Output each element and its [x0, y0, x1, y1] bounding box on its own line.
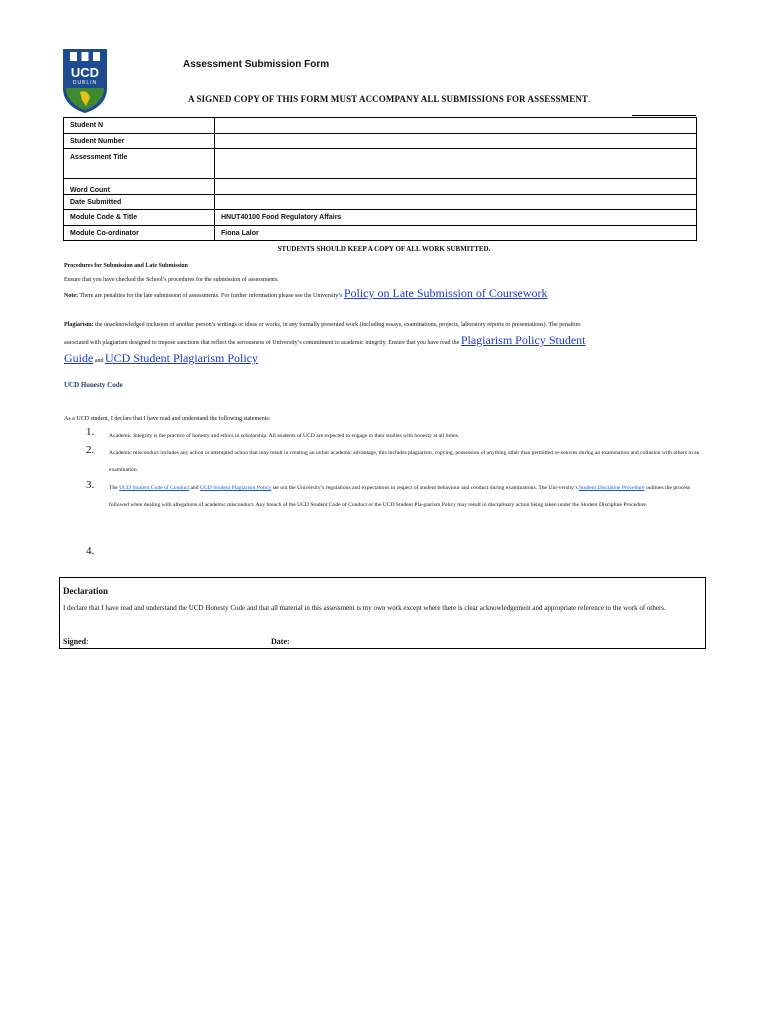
- plag-policy-link[interactable]: UCD Student Plagiarism Policy: [105, 351, 258, 365]
- row-label: Student N: [64, 118, 215, 134]
- row-label: Module Co-ordinator: [64, 226, 215, 241]
- honesty-heading: UCD Honesty Code: [64, 381, 123, 389]
- late-note: [64, 286, 624, 303]
- keep-copy-notice: STUDENTS SHOULD KEEP A COPY OF ALL WORK SUBMITTED.: [277, 245, 491, 253]
- list-item: Academic Integrity is the practice of honesty and ethics in scholarship. All students of UCD are expected to engage in their studies with honesty at all times.: [109, 433, 460, 439]
- banner: [188, 94, 590, 104]
- table-row: [64, 195, 697, 210]
- assessment-title-field[interactable]: [215, 149, 697, 179]
- form-title: Assessment Submission Form: [183, 59, 330, 70]
- list-number: 2.: [86, 444, 95, 456]
- banner-main: A SIGNED COPY OF THIS FORM MUST ACCOMPANY ALL SUBMISSIONS FOR ASSESSMENT: [188, 94, 589, 104]
- student-info-table: [63, 117, 697, 241]
- row-label: Student Number: [64, 134, 215, 149]
- module-coordinator-field[interactable]: Fiona Lalor: [215, 226, 697, 241]
- date-field[interactable]: Date:: [271, 637, 290, 646]
- code-of-conduct-link[interactable]: UCD Student Code of Conduct: [119, 485, 190, 491]
- list-item: [109, 480, 701, 514]
- item-text: set out the University’s regulations and expectations in respect of student behaviour and conduct during examinations. The Uni-versity’s: [271, 485, 580, 491]
- signed-label: Signed: [63, 637, 87, 646]
- and-text: and: [93, 358, 105, 364]
- row-label: Date Submitted: [64, 195, 215, 210]
- divider-line: [632, 115, 696, 116]
- signed-field[interactable]: [63, 637, 88, 646]
- plagiarism-policy-link[interactable]: UCD Student Plagiarism Policy: [199, 485, 272, 491]
- item-text: outlines the process followed when dealing with allegations of academic misconduct. Any breach of the UCD Student Code of Conduct or the UCD Student Pla-giarism Policy may result in disciplinary action being taken under the Student Discipline Procedure.: [109, 485, 691, 508]
- table-row: [64, 149, 697, 179]
- honesty-intro: As a UCD student, I declare that I have read and understand the following statements:: [64, 416, 271, 422]
- table-row: [64, 179, 697, 195]
- student-name-field[interactable]: [215, 118, 697, 134]
- row-label: Assessment Title: [64, 149, 215, 179]
- student-number-field[interactable]: [215, 134, 697, 149]
- plag-label: Plagiarism:: [64, 322, 94, 328]
- date-submitted-field[interactable]: [215, 195, 697, 210]
- table-row: [64, 210, 697, 226]
- plag-guide-link[interactable]: Plagiarism Policy Student Guide: [64, 333, 586, 365]
- list-number: 4.: [86, 545, 95, 557]
- table-row: [64, 134, 697, 149]
- plagiarism-para: [64, 318, 604, 369]
- discipline-procedure-link[interactable]: Student Discipline Procedure: [579, 485, 645, 491]
- module-code-field[interactable]: HNUT40100 Food Regulatory Affairs: [215, 210, 697, 226]
- item-text: The: [109, 485, 120, 491]
- procedures-ensure: Ensure that you have checked the School’s procedures for the submission of assessments.: [64, 277, 279, 283]
- item-text: and: [189, 485, 200, 491]
- procedures-heading: Procedures for Submission and Late Submission: [64, 263, 188, 269]
- ucd-logo: [62, 48, 108, 114]
- declaration-title: Declaration: [63, 586, 108, 596]
- table-row: [64, 226, 697, 241]
- table-row: [64, 118, 697, 134]
- signed-colon: :: [86, 637, 89, 646]
- word-count-field[interactable]: [215, 179, 697, 195]
- row-label: Module Code & Title: [64, 210, 215, 226]
- logo-text-bottom: DUBLIN: [72, 80, 98, 86]
- late-policy-link[interactable]: Policy on Late Submission of Coursework: [343, 286, 548, 300]
- list-number: 3.: [86, 479, 95, 491]
- plag-text: the unacknowledged inclusion of another person’s writings or ideas or works, in any formally presented work (including essays, examinations, projects, laboratory reports or presentations). The penalties associated with plagiarism designed to impose sanctions that reflect the seriousness of University’s commitment to academic integrity. Ensure that you have read the: [64, 322, 581, 346]
- list-number: 1.: [86, 426, 95, 438]
- note-label: Note:: [64, 293, 78, 299]
- logo-text-top: UCD: [70, 65, 100, 80]
- declaration-text: I declare that I have read and understand the UCD Honesty Code and that all material in this assessment is my own work except where there is clear acknowledgement and appropriate reference to the work of others.: [63, 604, 666, 612]
- banner-tail: .: [588, 94, 591, 104]
- row-label: Word Count: [64, 179, 215, 195]
- list-item: Academic misconduct includes any action or attempted action that may result in creating an unfair academic advantage, this includes plagiarism, copying, possession of anything other than permitted re-sources during an examination and collusion with others in an examination.: [109, 450, 700, 473]
- note-text: There are penalties for the late submission of assessments. For further information please see the University’s: [78, 293, 344, 299]
